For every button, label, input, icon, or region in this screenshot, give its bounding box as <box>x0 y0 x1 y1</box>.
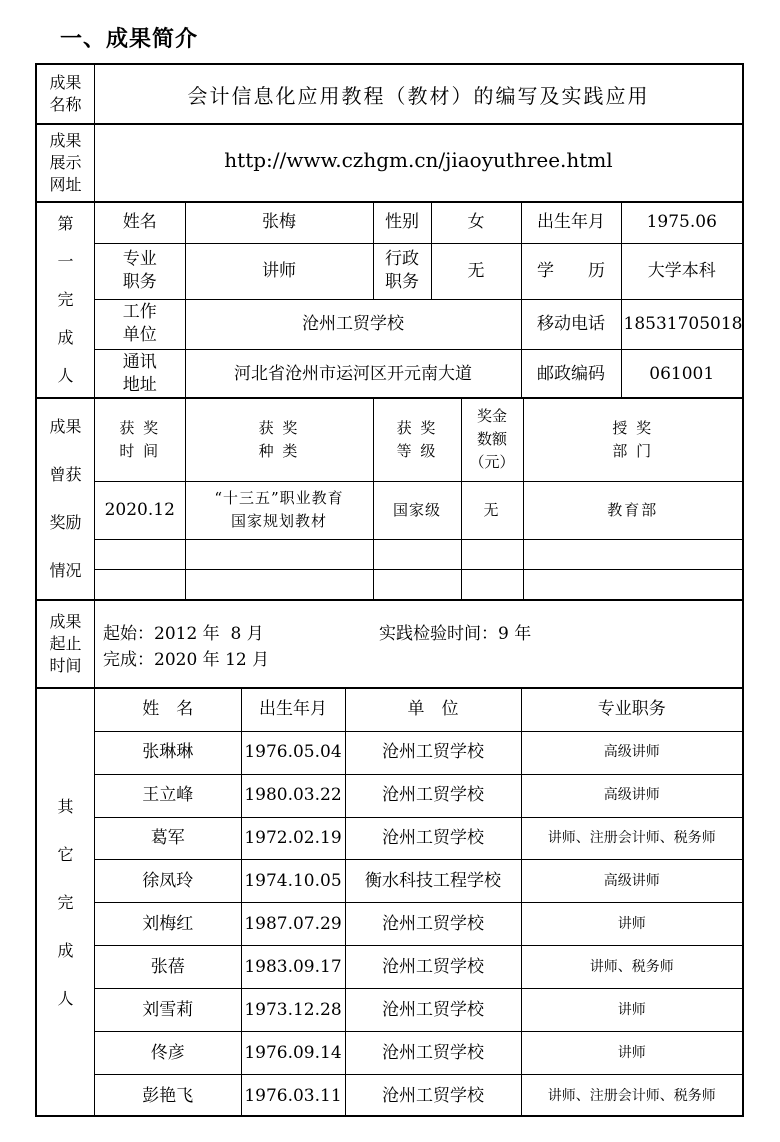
section-heading: 一、成果简介 <box>60 27 199 52</box>
award-type-line: 国家规划教材 <box>230 512 327 530</box>
label-line: 起止 <box>49 634 82 653</box>
address-label <box>95 349 185 399</box>
label-char: 成 <box>57 328 74 347</box>
achievement-url-label <box>37 125 95 201</box>
label-line: 地址 <box>122 375 157 396</box>
table-row <box>95 903 742 946</box>
member-unit: 沧州工贸学校 <box>345 946 521 989</box>
header-line: 时 间 <box>119 441 161 460</box>
award-type-line: “十三五”职业教育 <box>214 489 344 507</box>
table-row <box>95 774 742 817</box>
label-char: 成 <box>57 941 74 960</box>
name-label: 姓名 <box>95 203 185 243</box>
award-time-header <box>95 399 185 481</box>
award-time: 2020.12 <box>95 481 185 539</box>
header-line: 部 门 <box>612 441 654 460</box>
period-section <box>37 599 742 687</box>
award-dept-header <box>523 399 742 481</box>
member-unit: 沧州工贸学校 <box>345 774 521 817</box>
member-title: 讲师 <box>521 1032 742 1075</box>
label-line: 成果 <box>49 73 82 92</box>
label-line: 奖励 <box>49 513 82 532</box>
member-title: 高级讲师 <box>521 774 742 817</box>
header-line: 数额 <box>476 430 507 449</box>
member-birth: 1973.12.28 <box>241 989 345 1032</box>
award-type <box>185 481 373 539</box>
col-header-title: 专业职务 <box>521 689 742 731</box>
label-char: 完 <box>57 290 74 309</box>
zip-value: 061001 <box>621 349 742 399</box>
zip-label: 邮政编码 <box>521 349 621 399</box>
period-label <box>37 601 95 687</box>
award-amount-header <box>461 399 523 481</box>
table-row <box>95 1032 742 1075</box>
label-line: 单位 <box>122 325 157 345</box>
member-unit: 沧州工贸学校 <box>345 817 521 860</box>
label-line: 展示 <box>49 153 82 172</box>
header-line: 奖金 <box>476 407 507 426</box>
member-birth: 1976.05.04 <box>241 731 345 774</box>
first-person-table <box>95 203 742 399</box>
title-label <box>95 243 185 299</box>
label-char: 人 <box>57 989 74 1008</box>
label-line: 曾获 <box>49 465 82 484</box>
table-row <box>95 989 742 1032</box>
member-name: 张蓓 <box>95 946 241 989</box>
member-title: 讲师、税务师 <box>521 946 742 989</box>
first-person-label <box>37 203 95 397</box>
awards-table <box>95 399 742 599</box>
member-birth: 1976.09.14 <box>241 1032 345 1075</box>
label-line: 成果 <box>49 131 82 150</box>
first-person-section <box>37 201 742 397</box>
col-header-unit: 单 位 <box>345 689 521 731</box>
label-line: 职务 <box>385 272 419 292</box>
award-level-header <box>373 399 461 481</box>
phone-value: 18531705018 <box>621 299 742 349</box>
member-name: 王立峰 <box>95 774 241 817</box>
member-title: 高级讲师 <box>521 860 742 903</box>
label-line: 成果 <box>49 612 82 631</box>
member-title: 讲师、注册会计师、税务师 <box>521 817 742 860</box>
award-dept: 教育部 <box>523 481 742 539</box>
member-birth: 1974.10.05 <box>241 860 345 903</box>
other-persons-section <box>37 687 742 1117</box>
label-line: 成果 <box>49 417 82 436</box>
header-line: （元） <box>469 453 515 472</box>
label-line: 名称 <box>49 95 82 114</box>
achievement-name-label <box>37 65 95 123</box>
table-row <box>95 817 742 860</box>
name-value: 张梅 <box>185 203 373 243</box>
achievement-form <box>35 63 744 1117</box>
label-char: 第 <box>57 214 74 233</box>
period-end: 完成：2020 年 12 月 <box>103 650 270 670</box>
member-name: 徐凤玲 <box>95 860 241 903</box>
unit-label <box>95 299 185 349</box>
admin-value: 无 <box>431 243 521 299</box>
member-name: 佟彦 <box>95 1032 241 1075</box>
period-start: 起始：2012 年 8 月 <box>103 624 264 644</box>
member-unit: 沧州工贸学校 <box>345 1032 521 1075</box>
label-char: 其 <box>57 797 74 816</box>
label-char: 完 <box>57 893 74 912</box>
achievement-url-link[interactable]: http://www.czhgm.cn/jiaoyuthree.html <box>224 148 613 172</box>
address-value: 河北省沧州市运河区开元南大道 <box>185 349 521 399</box>
member-name: 葛军 <box>95 817 241 860</box>
admin-label <box>373 243 431 299</box>
member-unit: 沧州工贸学校 <box>345 731 521 774</box>
phone-label: 移动电话 <box>521 299 621 349</box>
member-birth: 1976.03.11 <box>241 1075 345 1117</box>
member-name: 刘雪莉 <box>95 989 241 1032</box>
member-title: 讲师 <box>521 989 742 1032</box>
award-level: 国家级 <box>373 481 461 539</box>
label-char: 它 <box>57 845 74 864</box>
label-line: 工作 <box>122 302 157 322</box>
header-line: 授 奖 <box>612 418 654 437</box>
birth-label: 出生年月 <box>521 203 621 243</box>
award-type-header <box>185 399 373 481</box>
header-line: 种 类 <box>258 441 300 460</box>
edu-value: 大学本科 <box>621 243 742 299</box>
award-row <box>95 481 742 539</box>
award-row-empty <box>95 569 742 599</box>
table-row <box>95 731 742 774</box>
label-line: 时间 <box>49 656 82 675</box>
member-unit: 沧州工贸学校 <box>345 989 521 1032</box>
header-line: 等 级 <box>396 441 438 460</box>
achievement-name-value: 会计信息化应用教程（教材）的编写及实践应用 <box>187 83 650 108</box>
achievement-name-section <box>37 65 742 123</box>
gender-label: 性别 <box>373 203 431 243</box>
member-title: 讲师、注册会计师、税务师 <box>521 1075 742 1117</box>
practice-duration: 实践检验时间：9 年 <box>379 624 532 644</box>
edu-label: 学 历 <box>521 243 621 299</box>
header-line: 获 奖 <box>119 418 161 437</box>
col-header-birth: 出生年月 <box>241 689 345 731</box>
member-birth: 1980.03.22 <box>241 774 345 817</box>
label-line: 行政 <box>385 249 419 269</box>
header-line: 获 奖 <box>396 418 438 437</box>
gender-value: 女 <box>431 203 521 243</box>
col-header-name: 姓 名 <box>95 689 241 731</box>
member-unit: 沧州工贸学校 <box>345 903 521 946</box>
achievement-url-section <box>37 123 742 201</box>
table-row <box>95 946 742 989</box>
member-name: 彭艳飞 <box>95 1075 241 1117</box>
label-line: 专业 <box>122 249 157 269</box>
member-title: 讲师 <box>521 903 742 946</box>
title-value: 讲师 <box>185 243 373 299</box>
member-name: 张琳琳 <box>95 731 241 774</box>
table-row <box>95 1075 742 1117</box>
award-amount: 无 <box>461 481 523 539</box>
member-birth: 1972.02.19 <box>241 817 345 860</box>
member-unit: 衡水科技工程学校 <box>345 860 521 903</box>
awards-label <box>37 399 95 599</box>
birth-value: 1975.06 <box>621 203 742 243</box>
awards-section <box>37 397 742 599</box>
member-birth: 1987.07.29 <box>241 903 345 946</box>
label-char: 一 <box>57 252 74 271</box>
member-name: 刘梅红 <box>95 903 241 946</box>
label-line: 网址 <box>49 175 82 194</box>
table-row <box>95 860 742 903</box>
header-line: 获 奖 <box>258 418 300 437</box>
award-row-empty <box>95 539 742 569</box>
label-line: 通讯 <box>122 352 157 373</box>
other-persons-label <box>37 689 95 1117</box>
label-line: 情况 <box>49 561 82 580</box>
unit-value: 沧州工贸学校 <box>185 299 521 349</box>
label-char: 人 <box>57 366 74 385</box>
label-line: 职务 <box>122 272 157 292</box>
other-persons-table <box>95 689 742 1117</box>
member-title: 高级讲师 <box>521 731 742 774</box>
member-unit: 沧州工贸学校 <box>345 1075 521 1117</box>
member-birth: 1983.09.17 <box>241 946 345 989</box>
